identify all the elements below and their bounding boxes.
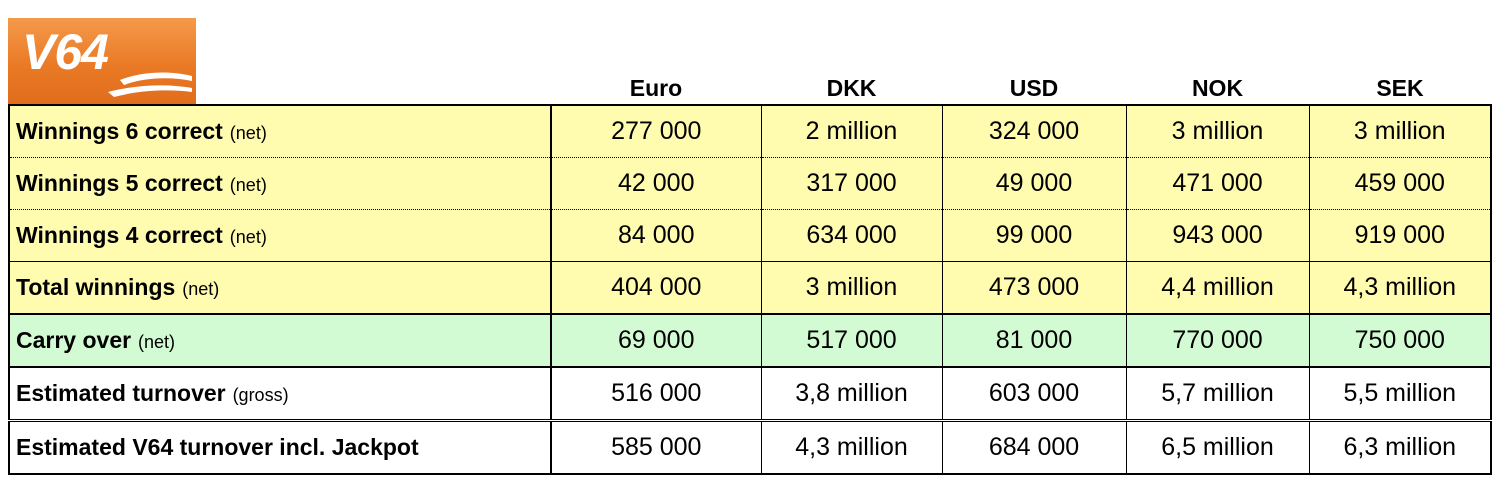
cell-dkk: 634 000 — [761, 210, 942, 262]
cell-euro: 277 000 — [551, 105, 761, 158]
table-row — [9, 105, 1491, 158]
cell-nok: 5,7 million — [1126, 367, 1309, 421]
cell-sek: 750 000 — [1309, 314, 1491, 367]
cell-euro: 404 000 — [551, 262, 761, 315]
cell-nok: 6,5 million — [1126, 421, 1309, 475]
cell-euro: 42 000 — [551, 158, 761, 210]
row-label — [9, 314, 551, 367]
table-row — [9, 314, 1491, 367]
row-label-note: (net) — [182, 279, 220, 299]
row-label — [9, 210, 551, 262]
table-row — [9, 421, 1491, 475]
row-label — [9, 105, 551, 158]
cell-usd: 324 000 — [942, 105, 1126, 158]
cell-usd: 684 000 — [942, 421, 1126, 475]
cell-nok: 3 million — [1126, 105, 1309, 158]
row-label-main: Winnings 4 correct — [16, 222, 223, 248]
row-label-note: (net) — [229, 175, 267, 195]
header-sek: SEK — [1376, 75, 1424, 101]
cell-sek: 5,5 million — [1309, 367, 1491, 421]
cell-nok: 4,4 million — [1126, 262, 1309, 315]
row-label — [9, 158, 551, 210]
cell-euro: 84 000 — [551, 210, 761, 262]
header-row — [9, 68, 1491, 105]
cell-nok: 770 000 — [1126, 314, 1309, 367]
header-dkk: DKK — [826, 75, 877, 101]
row-label — [9, 421, 551, 475]
cell-sek: 6,3 million — [1309, 421, 1491, 475]
cell-sek: 4,3 million — [1309, 262, 1491, 315]
row-label-main: Estimated V64 turnover incl. Jackpot — [16, 434, 419, 460]
row-label — [9, 262, 551, 315]
row-label-note: (net) — [229, 123, 267, 143]
cell-dkk: 4,3 million — [761, 421, 942, 475]
table-row — [9, 367, 1491, 421]
cell-euro: 585 000 — [551, 421, 761, 475]
cell-dkk: 2 million — [761, 105, 942, 158]
cell-euro: 69 000 — [551, 314, 761, 367]
cell-sek: 459 000 — [1309, 158, 1491, 210]
cell-euro: 516 000 — [551, 367, 761, 421]
row-label-note: (gross) — [232, 385, 289, 405]
row-label-main: Winnings 5 correct — [16, 170, 223, 196]
header-usd: USD — [1009, 75, 1059, 101]
cell-dkk: 517 000 — [761, 314, 942, 367]
header-empty — [9, 68, 551, 105]
row-label-main: Winnings 6 correct — [16, 118, 223, 144]
table-row — [9, 158, 1491, 210]
table-row — [9, 262, 1491, 315]
cell-sek: 919 000 — [1309, 210, 1491, 262]
row-label-main: Estimated turnover — [16, 380, 226, 406]
v64-odds-table — [8, 68, 1492, 475]
cell-dkk: 317 000 — [761, 158, 942, 210]
row-label-note: (net) — [229, 227, 267, 247]
table-row — [9, 210, 1491, 262]
header-euro: Euro — [629, 75, 683, 101]
cell-usd: 81 000 — [942, 314, 1126, 367]
cell-dkk: 3,8 million — [761, 367, 942, 421]
cell-sek: 3 million — [1309, 105, 1491, 158]
header-nok: NOK — [1191, 75, 1244, 101]
cell-usd: 473 000 — [942, 262, 1126, 315]
row-label-main: Total winnings — [16, 274, 176, 300]
cell-nok: 471 000 — [1126, 158, 1309, 210]
cell-usd: 99 000 — [942, 210, 1126, 262]
cell-nok: 943 000 — [1126, 210, 1309, 262]
cell-dkk: 3 million — [761, 262, 942, 315]
logo-text: V64 — [22, 24, 108, 80]
row-label-note: (net) — [138, 332, 176, 352]
row-label-main: Carry over — [16, 327, 132, 353]
cell-usd: 49 000 — [942, 158, 1126, 210]
row-label — [9, 367, 551, 421]
cell-usd: 603 000 — [942, 367, 1126, 421]
